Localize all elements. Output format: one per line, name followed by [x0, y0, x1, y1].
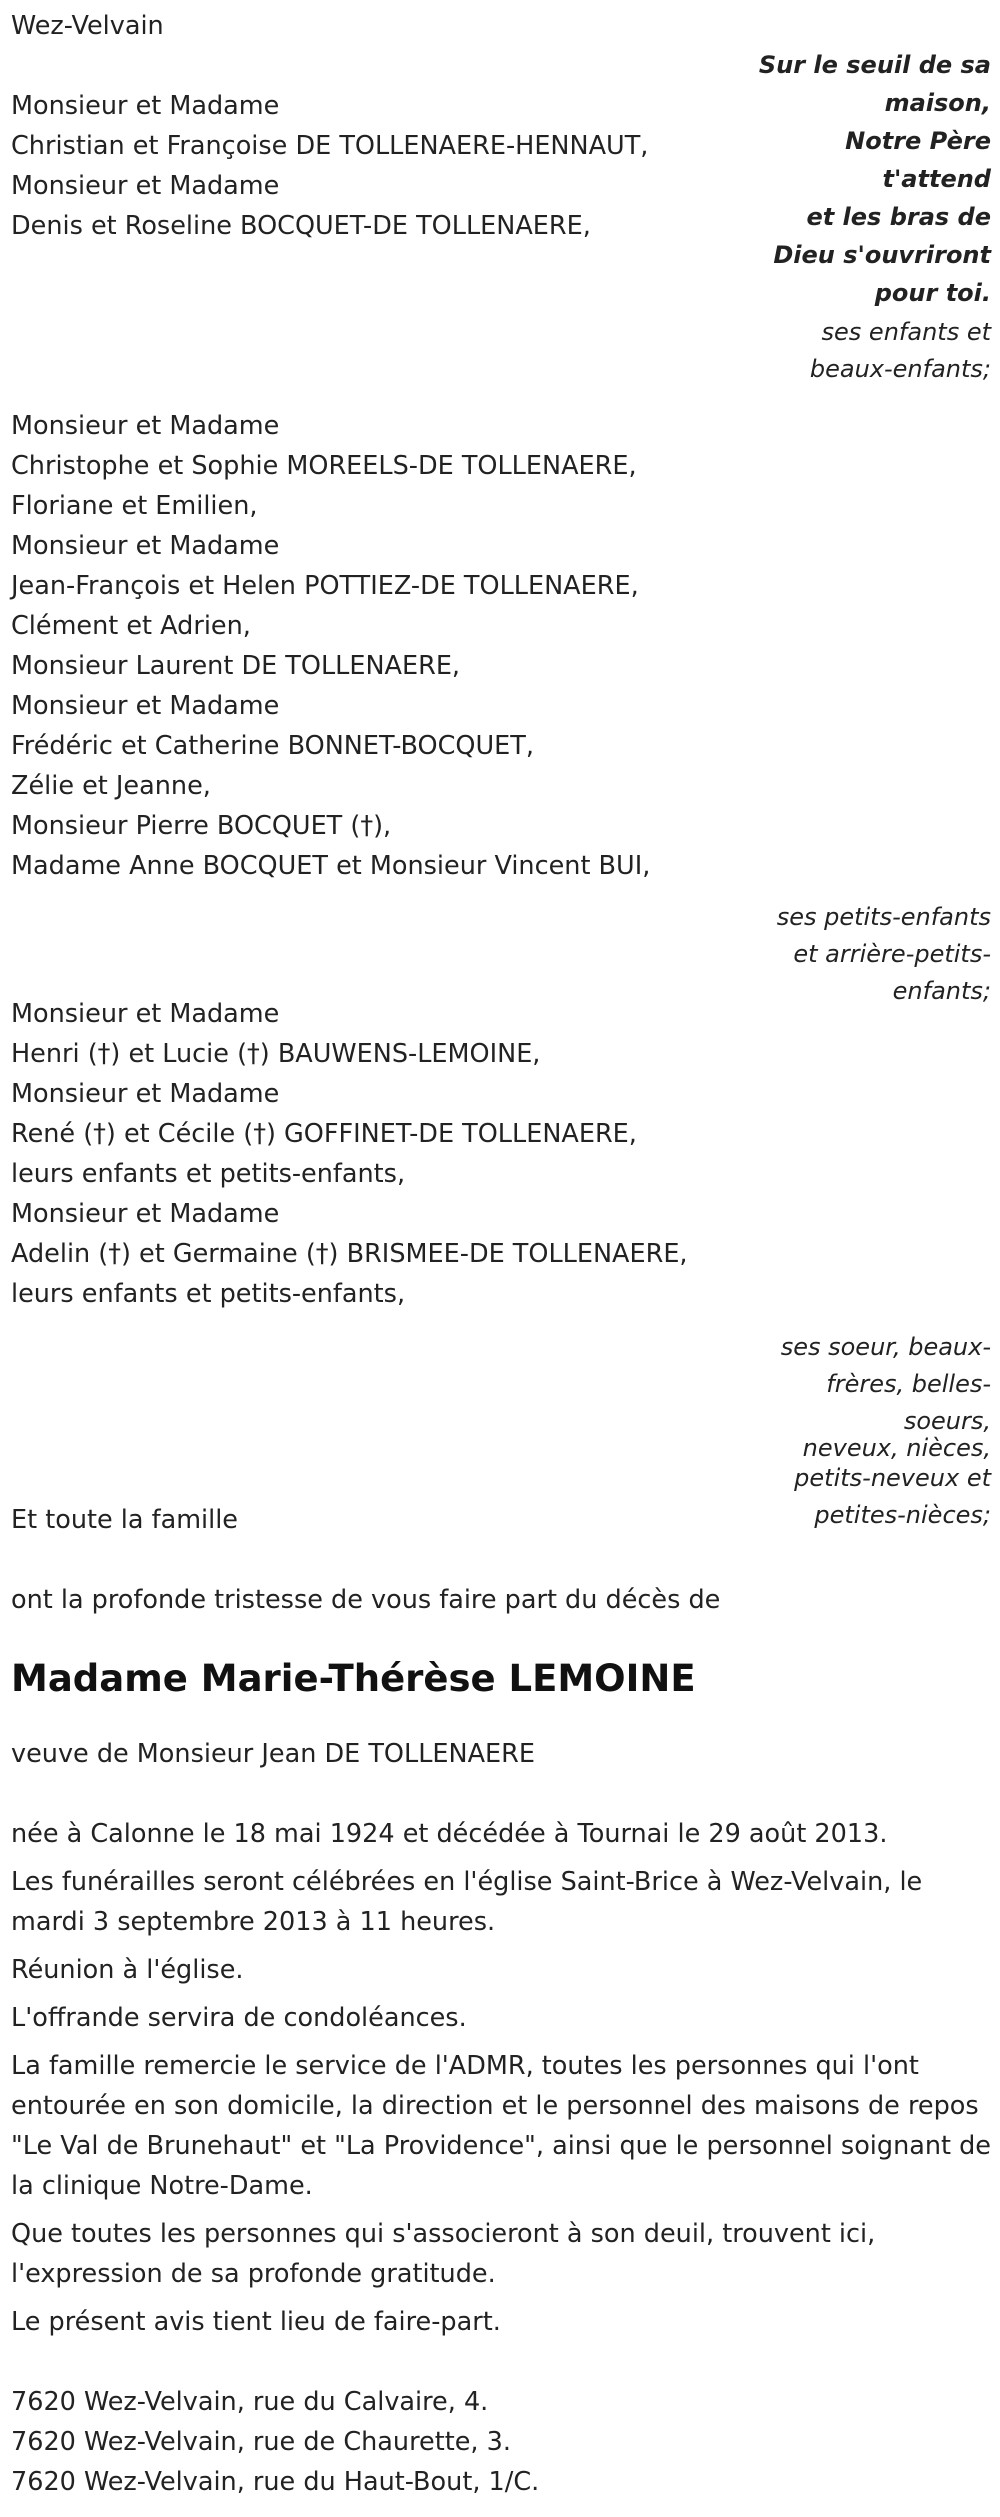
- relation-siblings: ses soeur, beaux-frères, belles-soeurs,: [780, 1333, 991, 1435]
- relation-nephews: neveux, nièces,: [802, 1434, 991, 1462]
- family-line: Monsieur et Madame: [11, 999, 280, 1029]
- birth-death-paragraph: née à Calonne le 18 mai 1924 et décédée à Tournai le 29 août 2013.: [11, 1819, 888, 1849]
- grandchildren-list: [11, 406, 991, 886]
- family-line: Monsieur Pierre BOCQUET (†),: [11, 811, 392, 841]
- family-line: Monsieur et Madame: [11, 1079, 280, 1109]
- poem-line: et les bras de Dieu s'ouvriront pour toi.: [773, 203, 991, 307]
- relation-grandchildren: ses petits-enfants et arrière-petits-enfants;: [776, 903, 991, 1005]
- family-line: Christian et Françoise DE TOLLENAERE-HENNAUT,: [11, 131, 649, 161]
- relation-siblings-wrap: [771, 1329, 991, 1534]
- poem-line: Sur le seuil de sa maison,: [758, 51, 991, 117]
- address-line: 7620 Wez-Velvain, rue de Chaurette, 3.: [11, 2427, 511, 2457]
- family-line: Henri (†) et Lucie (†) BAUWENS-LEMOINE,: [11, 1039, 541, 1069]
- widow-of: veuve de Monsieur Jean DE TOLLENAERE: [11, 1739, 535, 1769]
- family-line: leurs enfants et petits-enfants,: [11, 1279, 406, 1309]
- address-line: 7620 Wez-Velvain, rue du Calvaire, 4.: [11, 2387, 489, 2417]
- family-line: Clément et Adrien,: [11, 611, 251, 641]
- spacer: [11, 1540, 991, 1580]
- family-line: Zélie et Jeanne,: [11, 771, 211, 801]
- thanks-paragraph: La famille remercie le service de l'ADMR, toutes les personnes qui l'ont entourée en son domicile, la direction et le personnel des maisons de repos "Le Val de Brunehaut" et "La Providence", ainsi que le personnel soignant de la clinique Notre-Dame.: [11, 2051, 991, 2201]
- family-line: Madame Anne BOCQUET et Monsieur Vincent BUI,: [11, 851, 651, 881]
- relation-children: ses enfants et beaux-enfants;: [809, 318, 991, 383]
- notice-paragraph: Le présent avis tient lieu de faire-part.: [11, 2307, 501, 2337]
- address-line: 7620 Wez-Velvain, rue du Haut-Bout, 1/C.: [11, 2467, 540, 2497]
- family-line: Frédéric et Catherine BONNET-BOCQUET,: [11, 731, 534, 761]
- family-line: Christophe et Sophie MOREELS-DE TOLLENAERE,: [11, 451, 637, 481]
- family-line: Monsieur et Madame: [11, 411, 280, 441]
- meeting-paragraph: Réunion à l'église.: [11, 1955, 244, 1985]
- grandchildren-block: [11, 406, 991, 1005]
- deceased-name: Madame Marie-Thérèse LEMOINE: [11, 1657, 696, 1700]
- funeral-paragraph: Les funérailles seront célébrées en l'église Saint-Brice à Wez-Velvain, le mardi 3 septembre 2013 à 11 heures.: [11, 1867, 923, 1937]
- children-block: [11, 46, 991, 406]
- gratitude-paragraph: Que toutes les personnes qui s'associeront à son deuil, trouvent ici, l'expression de sa profonde gratitude.: [11, 2219, 876, 2289]
- spacer: [11, 2350, 991, 2382]
- town-header: Wez-Velvain: [11, 11, 164, 41]
- family-line: leurs enfants et petits-enfants,: [11, 1159, 406, 1189]
- siblings-list: [11, 994, 991, 1314]
- announcement: ont la profonde tristesse de vous faire part du décès de: [11, 1585, 721, 1615]
- whole-family: Et toute la famille: [11, 1505, 238, 1535]
- relation-grandnephews: petits-neveux et petites-nièces;: [794, 1464, 991, 1529]
- family-line: Adelin (†) et Germaine (†) BRISMEE-DE TOLLENAERE,: [11, 1239, 688, 1269]
- family-line: Jean-François et Helen POTTIEZ-DE TOLLENAERE,: [11, 571, 639, 601]
- addresses: [11, 2382, 991, 2502]
- family-line: Monsieur et Madame: [11, 91, 280, 121]
- family-line: Floriane et Emilien,: [11, 491, 258, 521]
- family-line: René (†) et Cécile (†) GOFFINET-DE TOLLENAERE,: [11, 1119, 637, 1149]
- family-line: Monsieur et Madame: [11, 1199, 280, 1229]
- details-section: [11, 1814, 991, 2342]
- offering-paragraph: L'offrande servira de condoléances.: [11, 2003, 467, 2033]
- family-line: Monsieur Laurent DE TOLLENAERE,: [11, 651, 461, 681]
- family-line: Monsieur et Madame: [11, 691, 280, 721]
- family-line: Denis et Roseline BOCQUET-DE TOLLENAERE,: [11, 211, 591, 241]
- obituary-notice: [11, 6, 991, 2502]
- poem-and-relation: [741, 46, 991, 388]
- family-line: Monsieur et Madame: [11, 531, 280, 561]
- family-line: Monsieur et Madame: [11, 171, 280, 201]
- poem-line: Notre Père t'attend: [845, 127, 991, 193]
